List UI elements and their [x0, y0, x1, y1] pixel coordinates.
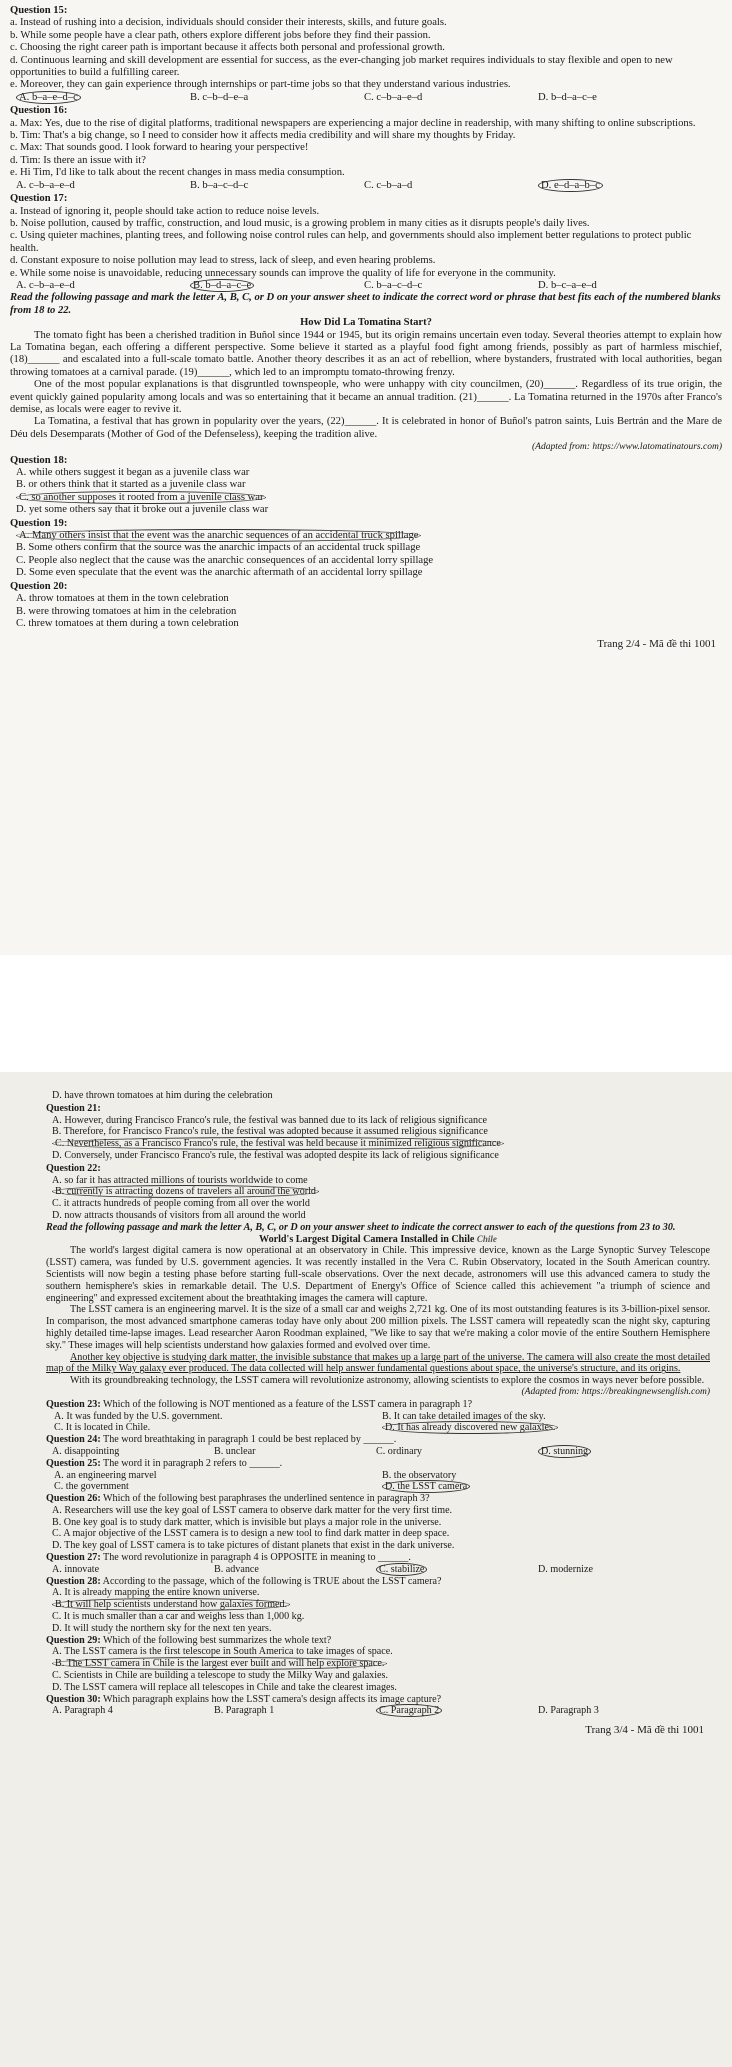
- q16-sentence-a: a. Max: Yes, due to the rise of digital platforms, traditional newspapers are experiencing a major decline in readership, with many shifting to online subscriptions.: [10, 117, 696, 129]
- q28-option-c[interactable]: C. It is much smaller than a car and weighs less than 1,000 kg.: [52, 1611, 305, 1623]
- q23-options: [46, 1411, 710, 1435]
- q26-option-a[interactable]: A. Researchers will use the key goal of LSST camera to observe dark matter for the very first time.: [52, 1504, 453, 1516]
- q25-option-a[interactable]: A. an engineering marvel: [54, 1469, 157, 1481]
- q17-option-d[interactable]: D. b–c–a–e–d: [538, 279, 597, 291]
- q24-option-c[interactable]: C. ordinary: [376, 1445, 422, 1457]
- q19-option-a[interactable]: A. Many others insist that the event was the anarchic sequences of an accidental truck spillage: [16, 529, 421, 542]
- q27-option-c[interactable]: C. stabilize: [376, 1563, 427, 1576]
- question-23: [46, 1399, 710, 1411]
- q16-option-a[interactable]: A. c–b–a–e–d: [16, 179, 75, 191]
- question-29-title: Question 29:: [46, 1634, 101, 1646]
- passage-paragraph-2: One of the most popular explanations is that disgruntled townspeople, who were unhappy with city councilmen, (20)______. Regardless of its true origin, the event quickly gained popularity among locals and was so entertaining that it became an annual tradition. (21)______. La Tomatina returned in the 1970s after Franco's demise, as locals were eager to revive it.: [10, 379, 722, 415]
- q23-option-a[interactable]: A. It was funded by the U.S. government.: [54, 1410, 223, 1422]
- question-29: [46, 1635, 710, 1647]
- q16-sentence-e: e. Hi Tim, I'd like to talk about the recent changes in mass media consumption.: [10, 167, 345, 179]
- q17-sentence-a: a. Instead of ignoring it, people should take action to reduce noise levels.: [10, 205, 320, 217]
- q23-option-b[interactable]: B. It can take detailed images of the sky.: [382, 1410, 546, 1422]
- question-27: [46, 1552, 710, 1564]
- q17-sentence-b: b. Noise pollution, caused by traffic, construction, and loud music, is a growing problem in many cities as it disrupts people's daily lives.: [10, 217, 590, 229]
- question-24: [46, 1434, 710, 1446]
- question-22-title: Question 22:: [46, 1162, 101, 1174]
- q27-options: [46, 1564, 710, 1576]
- q30-option-b[interactable]: B. Paragraph 1: [214, 1705, 275, 1717]
- q16-sentence-c: c. Max: That sounds good. I look forward to hearing your perspective!: [10, 142, 309, 154]
- q16-sentence-b: b. Tim: That's a big change, so I need to consider how it affects media credibility and will share my thoughts by Friday.: [10, 130, 516, 142]
- passage-title: How Did La Tomatina Start?: [300, 317, 432, 329]
- q17-sentence-c: c. Using quieter machines, planting trees, and following noise control rules can help, and governments should also implement better regulations to protect public health.: [10, 230, 692, 254]
- question-18-title: Question 18:: [10, 454, 68, 466]
- q22-option-a[interactable]: A. so far it has attracted millions of tourists worldwide to come: [52, 1174, 308, 1186]
- instruction-18-22: Read the following passage and mark the letter A, B, C, or D on your answer sheet to indicate the correct word or phrase that best fits each of the numbered blanks from 18 to 22.: [10, 292, 721, 316]
- q29-option-c[interactable]: C. Scientists in Chile are building a telescope to study the Milky Way and galaxies.: [52, 1670, 388, 1682]
- q28-option-d[interactable]: D. It will study the northern sky for the next ten years.: [52, 1622, 272, 1634]
- q24-option-b[interactable]: B. unclear: [214, 1445, 256, 1457]
- q29-option-a[interactable]: A. The LSST camera is the first telescope in South America to take images of space.: [52, 1646, 393, 1658]
- q27-option-b[interactable]: B. advance: [214, 1563, 259, 1575]
- q21-option-d[interactable]: D. Conversely, under Francisco Franco's rule, the festival was adopted despite its lack of religious significance: [52, 1149, 499, 1161]
- q30-option-c[interactable]: C. Paragraph 2: [376, 1704, 442, 1717]
- question-20-title: Question 20:: [10, 580, 68, 592]
- q16-option-d[interactable]: D. e–d–a–b–c: [538, 179, 603, 192]
- q15-sentence-a: a. Instead of rushing into a decision, individuals should consider their interests, skills, and future goals.: [10, 17, 447, 29]
- question-15-title: Question 15:: [10, 5, 68, 16]
- q26-option-c[interactable]: C. A major objective of the LSST camera is to design a new tool to find dark matter in deep space.: [52, 1528, 450, 1540]
- q15-options: [10, 92, 722, 104]
- q22-option-c[interactable]: C. it attracts hundreds of people coming from all over the world: [52, 1198, 310, 1210]
- exam-page-3: [0, 1072, 732, 2067]
- instruction-23-30: Read the following passage and mark the letter A, B, C, or D on your answer sheet to indicate the correct answer to each of the questions from 23 to 30.: [46, 1221, 676, 1233]
- q24-option-a[interactable]: A. disappointing: [52, 1445, 120, 1457]
- passage-2-paragraph-2: The LSST camera is an engineering marvel. It is the size of a small car and weighs 2,721 kg. One of its most outstanding features is its 3-billion-pixel sensor. In comparison, the most advanced smartphone cameras today have only about 200 million pixels. The LSST camera will repeatedly scan the night sky, capturing highly detailed time-lapse images. Lead researcher Aaron Roodman explained, "We like to say that we're making a color movie of the entire Southern Hemisphere sky." These images will help scientists understand how galaxies formed and evolved over time.: [46, 1304, 710, 1351]
- q17-option-a[interactable]: A. c–b–a–e–d: [16, 279, 75, 291]
- q22-option-b[interactable]: B. currently is attracting dozens of travelers all around the world: [52, 1185, 319, 1198]
- q23-option-d[interactable]: D. It has already discovered new galaxies.: [382, 1421, 558, 1434]
- q15-option-b[interactable]: B. c–b–d–e–a: [190, 91, 249, 103]
- q18-option-b[interactable]: B. or others think that it started as a juvenile class war: [16, 479, 246, 491]
- q15-sentence-d: d. Continuous learning and skill development are essential for success, as the ever-changing job market requires individuals to stay flexible and open to new opportunities to build a fulfilling career.: [10, 54, 673, 79]
- q18-option-d[interactable]: D. yet some others say that it broke out a juvenile class war: [16, 504, 269, 516]
- q25-option-b[interactable]: B. the observatory: [382, 1469, 457, 1481]
- q30-options: [46, 1705, 710, 1717]
- question-26-title: Question 26:: [46, 1493, 101, 1505]
- question-25: [46, 1458, 710, 1470]
- page-3-footer: Trang 3/4 - Mã đề thi 1001: [585, 1724, 704, 1737]
- q28-stem: According to the passage, which of the following is TRUE about the LSST camera?: [102, 1575, 442, 1587]
- q25-stem: The word it in paragraph 2 refers to ______.: [103, 1457, 283, 1469]
- question-16-title: Question 16:: [10, 105, 68, 117]
- handwritten-note: Chile: [476, 1233, 497, 1244]
- question-27-title: Question 27:: [46, 1552, 101, 1564]
- q17-sentence-e: e. While some noise is unavoidable, reducing unnecessary sounds can improve the quality of life for everyone in the community.: [10, 267, 556, 279]
- q16-options: [10, 180, 722, 192]
- q15-sentence-b: b. While some people have a clear path, others explore different jobs before they find their passion.: [10, 29, 431, 41]
- q19-option-b[interactable]: B. Some others confirm that the source was the anarchic impacts of an accidental truck spillage: [16, 542, 421, 554]
- q19-option-c[interactable]: C. People also neglect that the cause was the anarchic consequences of an accidental lorry spillage: [16, 554, 434, 566]
- question-25-title: Question 25:: [46, 1457, 101, 1469]
- q20-option-a[interactable]: A. throw tomatoes at them in the town celebration: [16, 593, 229, 605]
- passage-2-paragraph-1: The world's largest digital camera is now operational at an observatory in Chile. This impressive device, known as the Large Synoptic Survey Telescope (LSST) camera, was funded by U.S. government agencies. It was recently installed in the Vera C. Rubin Observatory, located in the South American country. Scientists will now begin a testing phase before starting full-scale observations. Over the next decade, astronomers will use this advanced camera to study the southern hemisphere's skies in remarkable detail. The U.S. Department of Energy's Office of Science called this achievement "a triumph of science and engineering" and expressed excitement about the breathtaking images the camera will capture.: [46, 1245, 710, 1304]
- passage-2-title-text: World's Largest Digital Camera Installed in Chile: [259, 1233, 475, 1245]
- q16-option-c[interactable]: C. c–b–a–d: [364, 179, 413, 191]
- q30-option-a[interactable]: A. Paragraph 4: [52, 1705, 113, 1717]
- question-24-title: Question 24:: [46, 1434, 101, 1446]
- question-28: [46, 1576, 710, 1588]
- question-19-title: Question 19:: [10, 517, 68, 529]
- q30-stem: Which paragraph explains how the LSST camera's design affects its image capture?: [103, 1693, 442, 1705]
- passage-2-title: [46, 1234, 710, 1246]
- question-28-title: Question 28:: [46, 1575, 101, 1587]
- q30-option-d[interactable]: D. Paragraph 3: [538, 1705, 599, 1717]
- q28-option-a[interactable]: A. It is already mapping the entire known universe.: [52, 1587, 260, 1599]
- q26-stem: Which of the following best paraphrases the underlined sentence in paragraph 3?: [103, 1493, 430, 1505]
- passage-paragraph-1: The tomato fight has been a cherished tradition in Buñol since 1944 or 1945, but its origin remains uncertain even today. Several theories attempt to explain how La Tomatina began, each offering a different perspective. Some believe it started as a playful food fight among friends, possibly as part of harmless mischief, (18)______ and escalated into a full-scale tomato battle. Another theory describes it as an act of rebellion, where bystanders, frustrated with local authorities, began throwing tomatoes at a carnival parade. (19)______, which led to an impromptu tomato-throwing frenzy.: [10, 329, 722, 378]
- q25-option-d[interactable]: D. the LSST camera: [382, 1480, 470, 1493]
- q17-sentence-d: d. Constant exposure to noise pollution may lead to stress, lack of sleep, and even hearing problems.: [10, 255, 436, 267]
- question-21-title: Question 21:: [46, 1102, 101, 1114]
- passage-2-paragraph-3: Another key objective is studying dark matter, the invisible substance that makes up a large part of the universe. The camera will also create the most detailed map of the Milky Way galaxy ever produced. The data collected will help answer fundamental questions about space, the universe's structure, and its origins.: [46, 1351, 710, 1375]
- passage-source: (Adapted from: https://www.latomatinatours.com): [532, 442, 722, 453]
- q23-option-c[interactable]: C. It is located in Chile.: [54, 1422, 151, 1434]
- q27-option-d[interactable]: D. modernize: [538, 1563, 593, 1575]
- q26-option-d[interactable]: D. The key goal of LSST camera is to take pictures of distant planets that exist in the dark universe.: [52, 1540, 455, 1552]
- q20-option-c[interactable]: C. threw tomatoes at them during a town celebration: [16, 617, 239, 629]
- q16-sentence-d: d. Tim: Is there an issue with it?: [10, 154, 146, 166]
- q15-sentence-e: e. Moreover, they can gain experience through internships or part-time jobs so that they understand various industries.: [10, 79, 511, 91]
- q27-stem: The word revolutionize in paragraph 4 is OPPOSITE in meaning to ______.: [103, 1552, 411, 1564]
- q17-options: [10, 280, 722, 292]
- q21-option-c[interactable]: C. Nevertheless, as a Francisco Franco's rule, the festival was held because it minimized religious significance: [52, 1137, 504, 1150]
- q17-option-b[interactable]: B. b–d–a–c–e: [190, 279, 254, 292]
- question-23-title: Question 23:: [46, 1398, 101, 1410]
- question-26: [46, 1493, 710, 1505]
- q16-option-b[interactable]: B. b–a–c–d–c: [190, 179, 249, 191]
- q24-option-d[interactable]: D. stunning: [538, 1445, 591, 1458]
- q22-option-d[interactable]: D. now attracts thousands of visitors from all around the world: [52, 1209, 306, 1221]
- q21-option-b[interactable]: B. Therefore, for Francisco Franco's rule, the festival was adopted because it assumed religious significance: [52, 1126, 488, 1138]
- page-gap: [0, 955, 732, 1072]
- question-17-title: Question 17:: [10, 193, 68, 205]
- q24-stem: The word breathtaking in paragraph 1 could be best replaced by ______.: [103, 1434, 397, 1446]
- q20-option-d[interactable]: D. have thrown tomatoes at him during the celebration: [52, 1090, 273, 1101]
- q24-options: [46, 1446, 710, 1458]
- q17-option-c[interactable]: C. b–a–c–d–c: [364, 279, 423, 291]
- q23-stem: Which of the following is NOT mentioned as a feature of the LSST camera in paragraph 1?: [103, 1398, 473, 1410]
- q15-sentence-c: c. Choosing the right career path is important because it affects both personal and professional growth.: [10, 42, 445, 54]
- q29-option-d[interactable]: D. The LSST camera will replace all telescopes in Chile and take the clearest images.: [52, 1681, 397, 1693]
- q15-option-a[interactable]: A. b–a–e–d–c: [16, 91, 81, 104]
- question-30-title: Question 30:: [46, 1693, 101, 1705]
- q25-options: [46, 1470, 710, 1494]
- q18-option-c[interactable]: C. so another supposes it rooted from a juvenile class war: [16, 491, 266, 504]
- q21-option-a[interactable]: A. However, during Francisco Franco's rule, the festival was banned due to its lack of religious significance: [52, 1114, 488, 1126]
- q19-option-d[interactable]: D. Some even speculate that the event was the anarchic aftermath of an accidental lorry spillage: [16, 567, 423, 579]
- q29-stem: Which of the following best summarizes the whole text?: [103, 1634, 332, 1646]
- passage-paragraph-3: La Tomatina, a festival that has grown in popularity over the years, (22)______. It is celebrated in honor of Buñol's patron saints, Luis Bertrán and the Mare de Déu dels Desemparats (Mother of God of the Defenseless), keeping the tradition alive.: [10, 416, 722, 440]
- passage-2-source: (Adapted from: https://breakingnewsenglish.com): [521, 1386, 710, 1397]
- passage-2-paragraph-4: With its groundbreaking technology, the LSST camera will revolutionize astronomy, allowing scientists to explore the cosmos in ways never before possible.: [70, 1375, 705, 1387]
- q26-option-b[interactable]: B. One key goal is to study dark matter, which is invisible but plays a major role in the universe.: [52, 1516, 442, 1528]
- q29-option-b[interactable]: B. The LSST camera in Chile is the largest ever built and will help explore space.: [52, 1657, 387, 1670]
- exam-page-2: [0, 0, 732, 955]
- q15-option-d[interactable]: D. b–d–a–c–e: [538, 91, 597, 103]
- q25-option-c[interactable]: C. the government: [54, 1481, 129, 1493]
- q15-option-c[interactable]: C. c–b–a–e–d: [364, 91, 423, 103]
- question-30: [46, 1694, 710, 1706]
- page-footer: Trang 2/4 - Mã đề thi 1001: [597, 638, 716, 651]
- q27-option-a[interactable]: A. innovate: [52, 1563, 100, 1575]
- q18-option-a[interactable]: A. while others suggest it began as a juvenile class war: [16, 467, 250, 479]
- q20-option-b[interactable]: B. were throwing tomatoes at him in the celebration: [16, 605, 237, 617]
- q28-option-b[interactable]: B. It will help scientists understand how galaxies formed.: [52, 1598, 290, 1611]
